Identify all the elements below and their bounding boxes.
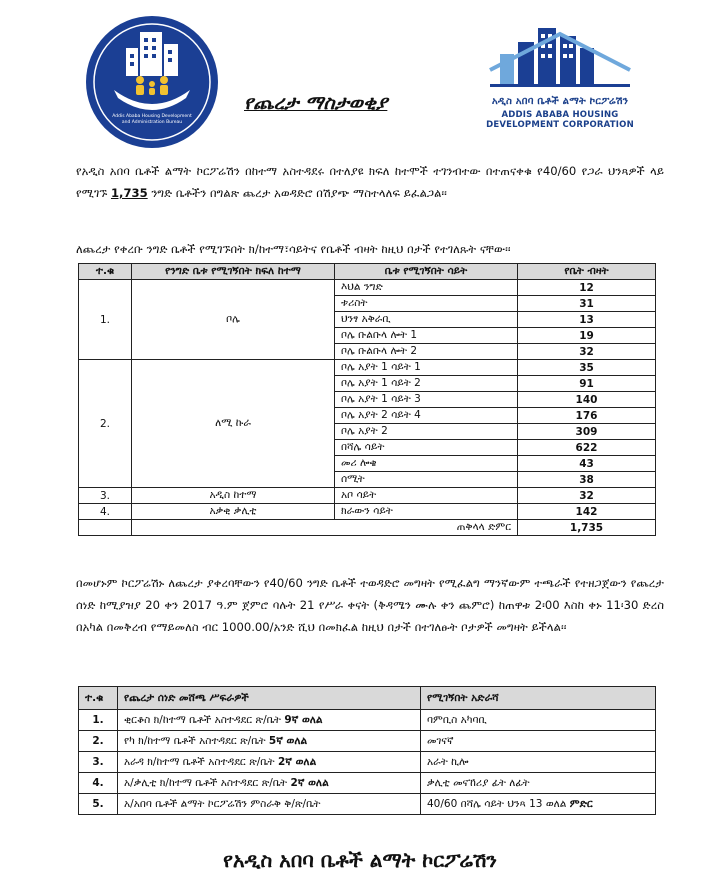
row-count: 35 <box>518 360 656 376</box>
total-row <box>79 520 656 536</box>
row-subcity: ቦሌ <box>132 280 335 360</box>
row-count: 91 <box>518 376 656 392</box>
table-row <box>79 360 656 376</box>
row-site: ክራውን ሳይት <box>335 504 518 520</box>
table-intro-paragraph: ለጨረታ የቀረቡ ንግድ ቤቶች የሚገኙበት ክ/ከተማ፣ሳይትና የቤቶች ብዛት ከዚህ በታች የተገለጹት ናቸው፡፡ <box>76 242 511 256</box>
row-site: መሪ ሎቄ <box>335 456 518 472</box>
row-count: 309 <box>518 424 656 440</box>
header-count: የቤት ብዛት <box>518 264 656 280</box>
row-site: ቦሌ አያት 1 ሳይት 3 <box>335 392 518 408</box>
row-count: 31 <box>518 296 656 312</box>
corporation-name-amharic: አዲስ አበባ ቤቶች ልማት ኮርፖሬሽን <box>491 96 629 107</box>
row-site: በሻሌ ሳይት <box>335 440 518 456</box>
row-count: 19 <box>518 328 656 344</box>
place-text: አ/አበባ ቤቶች ልማት ኮርፖሬሽን ምስራቅ ቅ/ጽ/ቤት <box>124 797 321 810</box>
bureau-logo-caption: Addis Ababa Housing Development and Administration Bureau <box>112 114 192 125</box>
row-count: 38 <box>518 472 656 488</box>
row-no: 3. <box>79 752 118 773</box>
intro-paragraph <box>76 160 664 204</box>
row-place <box>118 752 421 773</box>
corporation-building-icon <box>470 14 650 94</box>
intro-total-houses: 1,735 <box>110 186 148 200</box>
header-no: ተ.ቁ <box>79 687 118 710</box>
row-address <box>421 773 656 794</box>
row-count: 140 <box>518 392 656 408</box>
row-site: ህንፃ አቅራቢ <box>335 312 518 328</box>
row-no: 1. <box>79 710 118 731</box>
row-address <box>421 710 656 731</box>
row-count: 142 <box>518 504 656 520</box>
address-bold: ምድር <box>569 797 593 810</box>
row-count: 43 <box>518 456 656 472</box>
address-text: መገናኛ <box>427 734 454 747</box>
row-no: 4. <box>79 504 132 520</box>
row-place <box>118 731 421 752</box>
total-empty-cell <box>79 520 132 536</box>
row-place <box>118 794 421 815</box>
address-text: ቃሊቲ መናኸሪያ ፊት ለፊት <box>427 776 530 789</box>
table-row <box>79 504 656 520</box>
table-row <box>79 280 656 296</box>
row-subcity: ለሚ ኩራ <box>132 360 335 488</box>
row-site: ቦሌ አያት 1 ሳይት 2 <box>335 376 518 392</box>
row-count: 32 <box>518 344 656 360</box>
row-count: 12 <box>518 280 656 296</box>
row-address <box>421 794 656 815</box>
total-value: 1,735 <box>518 520 656 536</box>
row-site: ቦሌ ቡልቡላ ሎት 2 <box>335 344 518 360</box>
intro-text-b: ንግድ ቤቶችን በግልጽ ጨረታ አወዳድሮ በሽያጭ ማስተላለፍ ይፈልጋል፡፡ <box>147 186 447 200</box>
row-no: 2. <box>79 360 132 488</box>
row-site: ቦሌ አያት 2 ሳይት 4 <box>335 408 518 424</box>
row-site: አቦ ሳይት <box>335 488 518 504</box>
place-text: አ/ቃሊቲ ክ/ከተማ ቤቶች አስተዳደር ጽ/ቤት <box>124 776 291 789</box>
row-address <box>421 731 656 752</box>
place-text: የካ ክ/ከተማ ቤቶች አስተዳደር ጽ/ቤት <box>124 734 269 747</box>
row-site: እህል ንግድ <box>335 280 518 296</box>
row-no: 1. <box>79 280 132 360</box>
footer-signature: የአዲስ አበባ ቤቶች ልማት ኮርፖሬሽን <box>223 848 497 872</box>
row-count: 13 <box>518 312 656 328</box>
row-no: 3. <box>79 488 132 504</box>
row-subcity: አቃቂ ቃሊቲ <box>132 504 335 520</box>
table-row <box>79 488 656 504</box>
table-row <box>79 752 656 773</box>
intro-text-a: የአዲስ አበባ ቤቶች ልማት ኮርፖሬሽን በከተማ አስተዳደሩ በተለያዩ ክፍለ ከተሞች ተገንብተው በተጠናቀቁ የ40/60 የጋራ ህንጻዎች ላይ የሚገኙ <box>76 164 664 200</box>
table-row <box>79 710 656 731</box>
row-no: 2. <box>79 731 118 752</box>
header-no: ተ.ቁ <box>79 264 132 280</box>
address-text: ባምቢስ አካባቢ <box>427 713 487 726</box>
purchase-paragraph: በመሆኑም ኮርፖሬሽኑ ለጨረታ ያቀረባቸውን የ40/60 ንግድ ቤቶች ተወዳድሮ መግዛት የሚፈልግ ማንኛውም ተጫራች የተዘጋጀውን የጨረታ ሰነድ ከሚያዝያ 20 ቀን 2017 ዓ.ም ጀምሮ ባሉት 21 የሥራ ቀናት (ቅዳሜን ሙሉ ቀን ጨምሮ) ከጠዋቱ 2፡00 እስከ ቀኑ 11፡30 ድረስ በአካል በመቅረብ የማይመለስ ብር 1000.00/አንድ ሺህ በመክፈል ከዚህ በታች በተገለፁት ቦታዎች መግዛት ይችላል፡፡ <box>76 576 664 634</box>
row-subcity: አዲስ ከተማ <box>132 488 335 504</box>
row-count: 622 <box>518 440 656 456</box>
row-no: 5. <box>79 794 118 815</box>
row-site: ሰሚት <box>335 472 518 488</box>
locations-table-header <box>79 687 656 710</box>
row-count: 32 <box>518 488 656 504</box>
corporation-logo <box>470 14 650 130</box>
address-text: አራት ኪሎ <box>427 755 469 768</box>
header-address: የሚገኝበት አድራሻ <box>421 687 656 710</box>
table-row <box>79 794 656 815</box>
total-label: ጠቅላላ ድምር <box>132 520 518 536</box>
place-floor: 2ኛ ወለል <box>290 776 329 789</box>
row-no: 4. <box>79 773 118 794</box>
row-place <box>118 773 421 794</box>
notice-title: የጨረታ ማስታወቂያ <box>244 92 388 114</box>
row-site: ቦሌ አያት 1 ሳይት 1 <box>335 360 518 376</box>
corporation-name-english: ADDIS ABABA HOUSING DEVELOPMENT CORPORATION <box>486 110 634 130</box>
header-place: የጨረታ ሰነድ መሸጫ ሥፍራዎች <box>118 687 421 710</box>
table-row <box>79 731 656 752</box>
place-floor: 2ኛ ወለል <box>277 755 317 768</box>
row-site: ቦሌ አያት 2 <box>335 424 518 440</box>
place-floor: 9ኛ ወለል <box>284 713 323 726</box>
row-site: ቱሪስት <box>335 296 518 312</box>
place-floor: 5ኛ ወለል <box>268 734 308 747</box>
place-text: ቂርቆስ ክ/ከተማ ቤቶች አስተዳደር ጽ/ቤት <box>124 713 285 726</box>
table-row <box>79 773 656 794</box>
bureau-logo <box>84 14 220 150</box>
row-address <box>421 752 656 773</box>
address-text: 40/60 በሻሌ ሳይት ህንጻ 13 ወለል <box>427 797 570 810</box>
row-count: 176 <box>518 408 656 424</box>
row-place <box>118 710 421 731</box>
row-site: ቦሌ ቡልቡላ ሎት 1 <box>335 328 518 344</box>
locations-table <box>78 686 656 815</box>
header-site: ቤቱ የሚገኝበት ሳይት <box>335 264 518 280</box>
place-text: አራዳ ክ/ከተማ ቤቶች አስተዳደር ጽ/ቤት <box>124 755 278 768</box>
houses-table <box>78 263 656 536</box>
houses-table-header <box>79 264 656 280</box>
header-subcity: የንግድ ቤቱ የሚገኝበት ክፍለ ከተማ <box>132 264 335 280</box>
